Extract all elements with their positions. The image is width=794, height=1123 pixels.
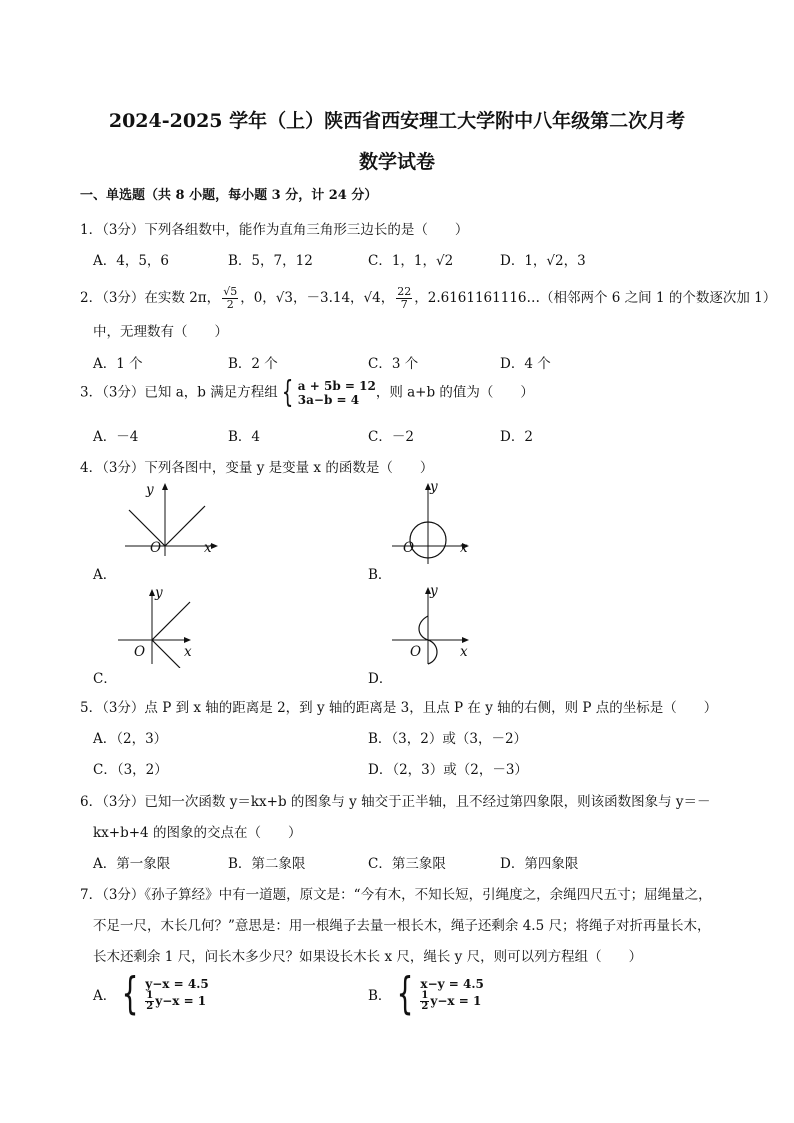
q3-equation-2: 3a−b = 4 (297, 393, 360, 407)
fraction-denominator: 2 (421, 1000, 429, 1012)
half-fraction (420, 991, 429, 1012)
q7-option-a (93, 968, 209, 1019)
q6-option-a: A．第一象限 (93, 856, 171, 872)
system-brace: { (281, 375, 293, 410)
q7-b-equation-2 (420, 991, 483, 1012)
x-axis-arrow-icon (462, 637, 469, 643)
q3-option-a: A．－4 (93, 429, 139, 445)
q7-a-equation-system (145, 977, 208, 1012)
graph-c-x-label: x (184, 644, 192, 660)
q3-stem-part-a: 3．（3分）已知 a，b 满足方程组 (80, 384, 278, 401)
ray-lower (152, 640, 180, 668)
fraction-denominator: 2 (146, 1000, 154, 1012)
q2-fraction-22-over-7 (396, 286, 412, 311)
q7-option-b-label: B． (368, 988, 392, 1004)
q4-option-b: B． (368, 567, 392, 583)
equation-rest: y−x = 1 (155, 993, 207, 1008)
q7-stem-line-3: 长木还剩余 1 尺，问长木多少尺？如果设长木长 x 尺，绳长 y 尺，则可以列方程组（ ） (93, 949, 643, 965)
question-3-stem (80, 375, 534, 410)
q6-option-c: C．第三象限 (368, 856, 446, 872)
q2-option-a: A．1 个 (93, 356, 143, 372)
q3-option-b: B．4 (228, 429, 261, 445)
q6-option-d: D．第四象限 (500, 856, 579, 872)
q2-fraction-sqrt5-over-2 (222, 286, 238, 311)
fraction-denominator: 7 (400, 298, 408, 311)
question-7-stem: 7．（3分）《孙子算经》中有一道题，原文是：“今有木，不知长短，引绳度之，余绳四尺五寸；屈绳量之， (80, 887, 712, 903)
exam-title: 2024-2025 学年（上）陕西省西安理工大学附中八年级第二次月考 (108, 110, 686, 132)
q2-stem-continued: 中，无理数有（ ） (93, 324, 228, 340)
q4-option-d: D． (368, 671, 393, 687)
fraction-numerator: 1 (146, 989, 154, 1001)
graph-d-x-label: x (460, 644, 468, 660)
fraction-numerator: 1 (421, 989, 429, 1001)
q7-a-equation-1: y−x = 4.5 (145, 976, 209, 991)
fraction-denominator: 2 (226, 298, 234, 311)
fraction-numerator: 22 (397, 285, 412, 298)
q2-stem-part-c: ，2.6161161116…（相邻两个 6 之间 1 的个数逐次加 1） (414, 290, 777, 306)
graph-b-y-label: y (430, 479, 438, 495)
arc-upper-left (419, 616, 428, 640)
q1-option-d: D．1，√2，3 (500, 253, 586, 269)
system-brace: { (397, 968, 414, 1019)
y-axis-arrow-icon (162, 483, 168, 490)
q7-option-b (368, 968, 484, 1019)
question-1-stem: 1．（3分）下列各组数中，能作为直角三角形三边长的是（ ） (80, 222, 469, 238)
question-2-stem (80, 286, 776, 311)
half-fraction (145, 991, 154, 1012)
v-right-branch (165, 506, 205, 546)
graph-a-origin-label: O (150, 540, 162, 556)
q6-stem-continued: kx+b+4 的图象的交点在（ ） (93, 825, 302, 841)
q4-option-c: C． (93, 671, 117, 687)
q7-option-a-label: A． (93, 988, 117, 1004)
section-heading: 一、单选题（共 8 小题，每小题 3 分，计 24 分） (80, 188, 378, 203)
q7-stem-line-2: 不足一尺，木长几何？”意思是：用一根绳子去量一根长木，绳子还剩余 4.5 尺；将绳子对折再量长木， (93, 918, 711, 934)
q1-option-c: C．1，1，√2 (368, 253, 454, 269)
graph-d-origin-label: O (410, 644, 422, 660)
graph-a-y-label: y (146, 482, 154, 498)
q5-option-b: B．（3，2）或（3，－2） (368, 731, 528, 747)
question-4-stem: 4．（3分）下列各图中，变量 y 是变量 x 的函数是（ ） (80, 460, 434, 476)
q3-equation-system (298, 379, 376, 407)
q2-stem-part-b: ，0，√3，－3.14，√4， (240, 290, 395, 306)
q5-option-a: A．（2，3） (93, 731, 168, 747)
q6-option-b: B．第二象限 (228, 856, 306, 872)
fraction-numerator: √5 (223, 285, 238, 298)
graph-b-origin-label: O (403, 540, 415, 556)
q2-option-d: D．4 个 (500, 356, 551, 372)
graph-d-y-label: y (430, 583, 438, 599)
question-6-stem: 6．（3分）已知一次函数 y＝kx+b 的图象与 y 轴交于正半轴，且不经过第四象限，则该函数图象与 y＝－ (80, 794, 711, 810)
q4-option-a: A． (93, 567, 117, 583)
x-axis-arrow-icon (184, 637, 191, 643)
question-5-stem: 5．（3分）点 P 到 x 轴的距离是 2，到 y 轴的距离是 3，且点 P 在 y 轴的右侧，则 P 点的坐标是（ ） (80, 700, 718, 716)
graph-c-origin-label: O (134, 644, 146, 660)
x-axis-arrow-icon (211, 543, 218, 549)
equation-rest: y−x = 1 (430, 993, 482, 1008)
graph-c-y-label: y (155, 585, 163, 601)
q2-option-c: C．3 个 (368, 356, 419, 372)
arc-lower-right (428, 640, 437, 664)
q2-stem-part-a: 2．（3分）在实数 2π， (80, 290, 221, 306)
q7-b-equation-1: x−y = 4.5 (420, 976, 484, 991)
q2-option-b: B．2 个 (228, 356, 278, 372)
graph-a-x-label: x (204, 540, 212, 556)
q1-option-a: A．4，5，6 (93, 253, 170, 269)
graph-b-x-label: x (460, 540, 468, 556)
q1-option-b: B．5，7，12 (228, 253, 313, 269)
q5-option-d: D．（2，3）或（2，－3） (368, 762, 528, 778)
q7-a-equation-2 (145, 991, 208, 1012)
q3-option-c: C．－2 (368, 429, 414, 445)
q3-option-d: D．2 (500, 429, 533, 445)
q5-option-c: C．（3，2） (93, 762, 168, 778)
q3-stem-part-b: ，则 a+b 的值为（ ） (375, 384, 534, 401)
exam-subtitle: 数学试卷 (358, 151, 435, 173)
q7-b-equation-system (420, 977, 483, 1012)
q3-equation-1: a + 5b = 12 (297, 379, 376, 393)
system-brace: { (121, 968, 139, 1019)
ray-upper (152, 602, 190, 640)
